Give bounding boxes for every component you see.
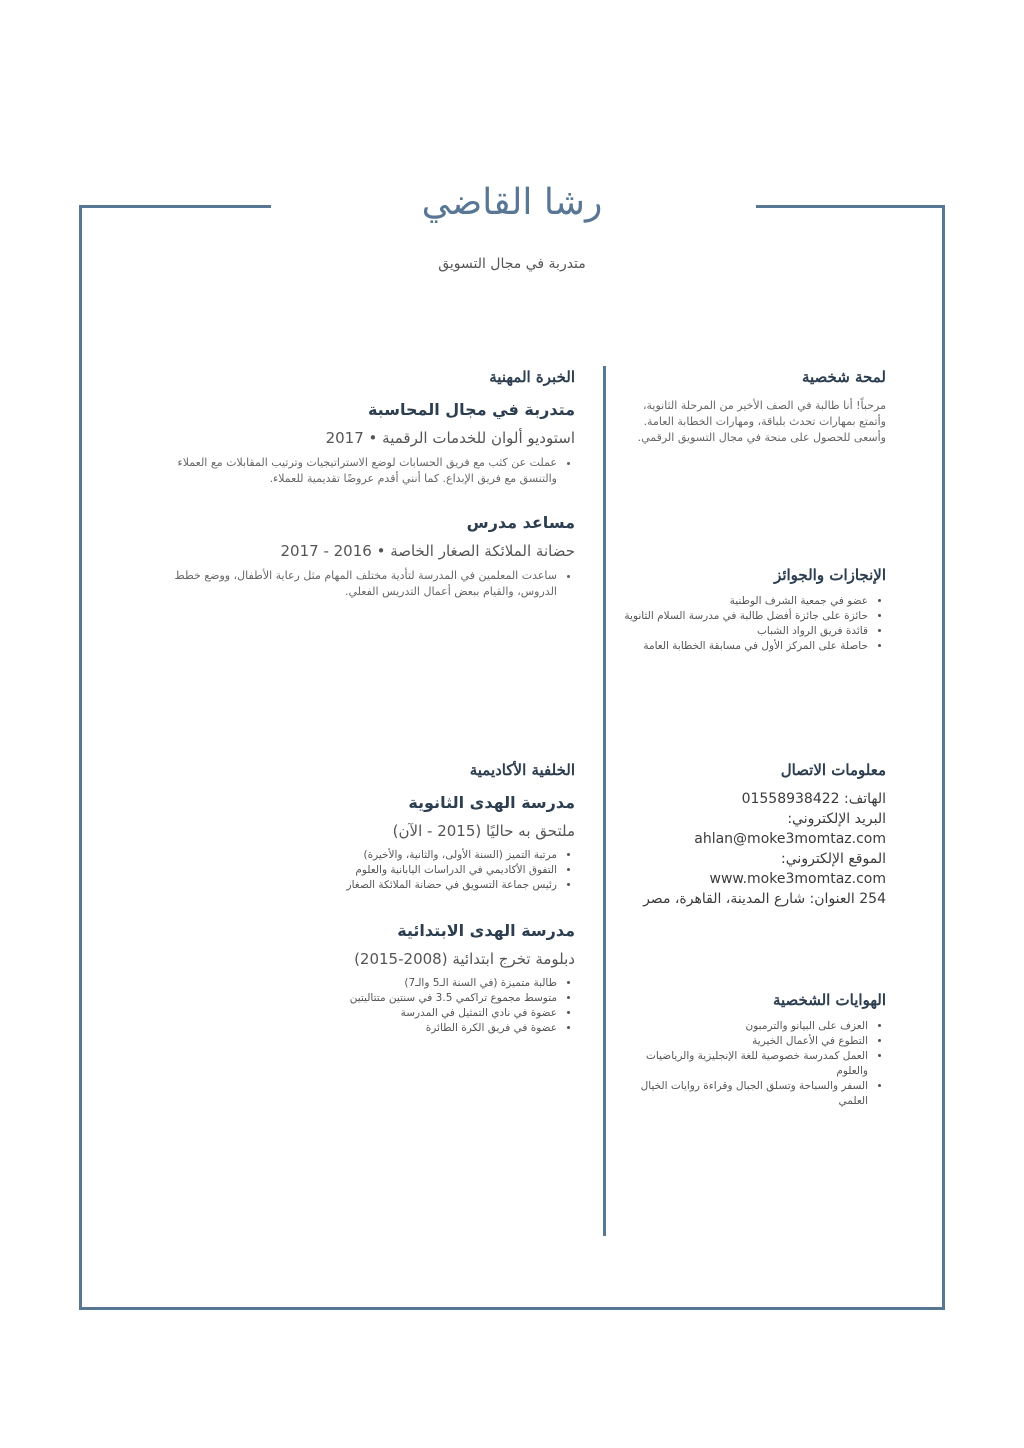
frame-bottom-line xyxy=(79,1307,945,1310)
contact-address: 254 العنوان: شارع المدينة، القاهرة، مصر xyxy=(643,891,886,907)
list-item: • عضوة في نادي التمثيل في المدرسة xyxy=(150,1006,557,1021)
list-item: • رئيس جماعة التسويق في حضانة الملائكة الصغار xyxy=(150,878,557,893)
contact-email-link[interactable]: ahlan@moke3momtaz.com xyxy=(694,831,886,847)
school-status: دبلومة تخرج ابتدائية (2008-2015) xyxy=(354,950,575,968)
achievements-heading: الإنجازات والجوائز xyxy=(774,566,886,584)
list-item: • العزف على البيانو والترمبون xyxy=(620,1019,868,1034)
frame-left-line xyxy=(79,205,82,1310)
frame-top-left-line xyxy=(79,205,271,208)
list-item: • مرتبة التميز (السنة الأولى، والثانية، والأخيرة) xyxy=(150,848,557,863)
school-name: مدرسة الهدى الابتدائية xyxy=(397,921,575,940)
contact-email-label: البريد الإلكتروني: xyxy=(787,811,886,827)
school-items-list xyxy=(150,848,575,893)
resume-subtitle: متدربة في مجال التسويق xyxy=(438,256,586,272)
school-status: ملتحق به حاليًا (2015 - الآن) xyxy=(392,822,575,840)
job-org: استوديو ألوان للخدمات الرقمية • 2017 xyxy=(325,429,575,447)
resume-name: رشا القاضي xyxy=(421,182,603,223)
frame-top-right-line xyxy=(756,205,945,208)
achievements-list xyxy=(620,594,886,654)
list-item: • حاصلة على المركز الأول في مسابقة الخطابة العامة xyxy=(620,639,868,654)
contact-website-link[interactable]: www.moke3momtaz.com xyxy=(709,871,886,887)
school-items-list xyxy=(150,976,575,1036)
experience-section xyxy=(150,368,575,600)
list-item: • قائدة فريق الرواد الشباب xyxy=(620,624,868,639)
contact-phone: الهاتف: 01558938422 xyxy=(741,791,886,807)
contact-heading: معلومات الاتصال xyxy=(780,761,886,779)
achievements-section xyxy=(620,566,886,654)
profile-heading: لمحة شخصية xyxy=(801,368,886,386)
job-title: مساعد مدرس xyxy=(466,513,575,532)
job-desc-list xyxy=(150,568,575,600)
contact-website-label: الموقع الإلكتروني: xyxy=(781,851,886,867)
list-item: • عضو في جمعية الشرف الوطنية xyxy=(620,594,868,609)
education-section xyxy=(150,761,575,1036)
frame-right-line xyxy=(942,205,945,1310)
hobbies-section xyxy=(620,991,886,1109)
contact-section xyxy=(620,761,886,909)
column-divider xyxy=(603,366,606,1236)
list-item: • ساعدت المعلمين في المدرسة لتأدية مختلف المهام مثل رعاية الأطفال، ووضع خطط الدروس، والقيام ببعض أعمال التدريس الفعلي. xyxy=(150,568,557,600)
school-name: مدرسة الهدى الثانوية xyxy=(408,793,575,812)
list-item: • السفر والسباحة وتسلق الجبال وقراءة روايات الخيال العلمي xyxy=(620,1079,868,1109)
list-item: • حائزة على جائزة أفضل طالبة في مدرسة السلام الثانوية xyxy=(620,609,868,624)
job-desc-list xyxy=(150,455,575,487)
list-item: • طالبة متميزة (في السنة الـ5 والـ7) xyxy=(150,976,557,991)
job-title: متدربة في مجال المحاسبة xyxy=(367,400,575,419)
profile-section xyxy=(620,368,886,446)
profile-text: مرحباً! أنا طالبة في الصف الأخير من المرحلة الثانوية، وأتمتع بمهارات تحدث بلباقة، ومهارات الخطابة العامة. وأسعى للحصول على منحة في مجال التسويق الرقمي. xyxy=(637,399,886,444)
list-item: • عملت عن كثب مع فريق الحسابات لوضع الاستراتيجيات وترتيب المقابلات مع العملاء والتنسق مع فريق الإبداع. كما أنني أقدم عروضًا تقديمية للعملاء. xyxy=(150,455,557,487)
list-item: • التطوع في الأعمال الخيرية xyxy=(620,1034,868,1049)
list-item: • التفوق الأكاديمي في الدراسات اليابانية والعلوم xyxy=(150,863,557,878)
list-item: • عضوة في فريق الكرة الطائرة xyxy=(150,1021,557,1036)
experience-heading: الخبرة المهنية xyxy=(489,368,575,386)
education-heading: الخلفية الأكاديمية xyxy=(469,761,575,779)
job-org: حضانة الملائكة الصغار الخاصة • 2016 - 2017 xyxy=(280,542,575,560)
list-item: • متوسط مجموع تراكمي 3.5 في سنتين متتاليتين xyxy=(150,991,557,1006)
list-item: • العمل كمدرسة خصوصية للغة الإنجليزية والرياضيات والعلوم xyxy=(620,1049,868,1079)
hobbies-list xyxy=(620,1019,886,1109)
hobbies-heading: الهوايات الشخصية xyxy=(772,991,886,1009)
